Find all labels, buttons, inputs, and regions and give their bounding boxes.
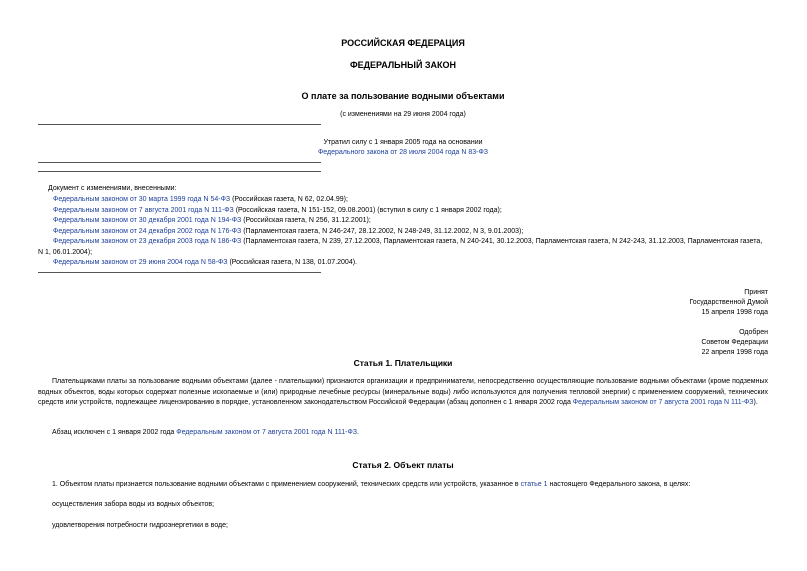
repeal-note: Утратил силу с 1 января 2005 года на основании bbox=[323, 139, 483, 146]
amendment-link[interactable]: Федеральным законом от 30 марта 1999 года N 54-ФЗ bbox=[53, 196, 231, 203]
amendment-item bbox=[53, 206, 773, 217]
law-type-heading: ФЕДЕРАЛЬНЫЙ ЗАКОН bbox=[349, 60, 457, 70]
amendment-link[interactable]: Федеральным законом от 7 августа 2001 года N 111-ФЗ bbox=[53, 207, 234, 214]
amendment-item bbox=[53, 258, 773, 269]
divider bbox=[38, 124, 321, 125]
amendment-link[interactable]: Федеральным законом от 23 декабря 2003 года N 186-ФЗ bbox=[53, 238, 242, 245]
amendment-text: (Парламентская газета, N 239, 27.12.2003, Парламентская газета, N 240-241, 30.12.2003, Парламентская газета, N 242-243, 31.12.2003, Парламентская газета, N 1, 06.01.2004); bbox=[38, 238, 763, 256]
amendment-item bbox=[53, 227, 773, 238]
article-2-paragraph bbox=[38, 480, 768, 491]
paragraph-end: настоящего Федерального закона, в целях: bbox=[547, 481, 691, 488]
amendment-item bbox=[38, 237, 768, 258]
approved-label: Одобрен bbox=[739, 329, 768, 336]
article-1-paragraph bbox=[38, 377, 768, 409]
adopted-by: Государственной Думой bbox=[689, 299, 768, 306]
amendment-link[interactable]: Федеральным законом от 29 июня 2004 года N 58-ФЗ bbox=[53, 259, 228, 266]
changes-note: (с изменениями на 29 июня 2004 года) bbox=[340, 111, 466, 118]
paragraph-text: Плательщиками платы за пользование водными объектами (далее - плательщики) признаются организации и предприниматели, непосредственно осуществляющие пользование водными объектами (кроме подземных водных объектов, воды которых содержат полезные ископаемые и (или) природные лечебные ресурсы (минеральные воды) либо используются для получения тепловой энергии) с применением сооружений, технических средств или устройств, подлежащее лицензированию в порядке, установленном законодательством Российской Федерации (абзац дополнен с 1 января 2002 года bbox=[38, 378, 768, 406]
article-reference-link[interactable]: статье 1 bbox=[520, 481, 548, 488]
article-2-item: удовлетворения потребности гидроэнергетики в воде; bbox=[52, 522, 228, 529]
divider bbox=[38, 272, 321, 273]
amendment-text: (Российская газета, N 138, 01.07.2004). bbox=[227, 259, 357, 266]
adopted-date: 15 апреля 1998 года bbox=[701, 309, 768, 316]
amendment-text: (Российская газета, N 256, 31.12.2001); bbox=[241, 217, 371, 224]
repeal-law-link[interactable]: Федерального закона от 28 июля 2004 года N 83-ФЗ bbox=[317, 149, 489, 156]
divider bbox=[38, 162, 321, 163]
article-2-title: Статья 2. Объект платы bbox=[352, 460, 454, 470]
paragraph-text: Абзац исключен с 1 января 2002 года bbox=[52, 429, 177, 436]
amendment-link[interactable]: Федеральным законом от 24 декабря 2002 года N 176-ФЗ bbox=[53, 228, 242, 235]
amendment-text: (Российская газета, N 151-152, 09.08.2001) (вступил в силу с 1 января 2002 года); bbox=[233, 207, 502, 214]
amendment-item bbox=[53, 216, 773, 227]
amendment-reference-link[interactable]: Федеральным законом от 7 августа 2001 года N 111-ФЗ bbox=[176, 429, 358, 436]
amendment-link[interactable]: Федеральным законом от 30 декабря 2001 года N 194-ФЗ bbox=[53, 217, 242, 224]
amendment-text: (Парламентская газета, N 246-247, 28.12.2002, N 248-249, 31.12.2002, N 3, 9.01.2003); bbox=[241, 228, 524, 235]
approved-date: 22 апреля 1998 года bbox=[701, 349, 768, 356]
article-2-item: осуществления забора воды из водных объектов; bbox=[52, 501, 215, 508]
paragraph-end: ). bbox=[753, 399, 758, 406]
adopted-label: Принят bbox=[744, 289, 768, 296]
amendment-reference-link[interactable]: Федеральным законом от 7 августа 2001 года N 111-ФЗ bbox=[572, 399, 754, 406]
divider bbox=[38, 171, 321, 172]
country-heading: РОССИЙСКАЯ ФЕДЕРАЦИЯ bbox=[341, 38, 465, 48]
article-1-paragraph-excluded bbox=[38, 428, 768, 439]
paragraph-end: . bbox=[357, 429, 359, 436]
paragraph-text: 1. Объектом платы признается пользование водными объектами с применением сооружений, технических средств или устройств, указанное в bbox=[52, 481, 521, 488]
amendments-intro: Документ с изменениями, внесенными: bbox=[48, 185, 177, 192]
article-1-title: Статья 1. Плательщики bbox=[353, 358, 453, 368]
amendment-text: (Российская газета, N 62, 02.04.99); bbox=[230, 196, 348, 203]
law-title: О плате за пользование водными объектами bbox=[301, 91, 505, 101]
amendment-item bbox=[53, 195, 773, 206]
approved-by: Советом Федерации bbox=[701, 339, 768, 346]
repeal-link-wrap bbox=[38, 148, 768, 159]
